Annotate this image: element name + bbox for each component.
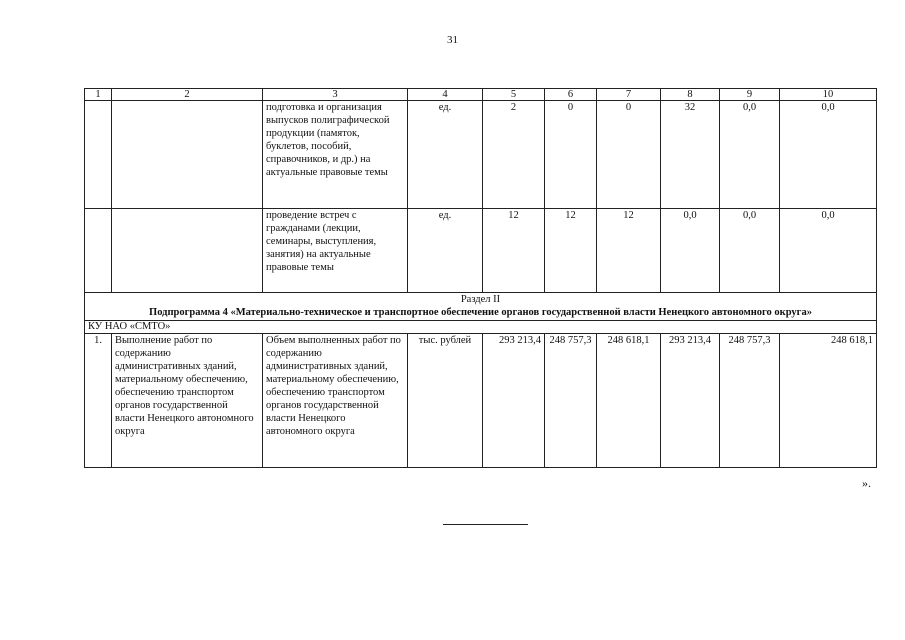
column-header: 1 [85,89,112,101]
subprogram-title: Подпрограмма 4 «Материально-техническое и транспортное обеспечение органов государственной власти Ненецкого автономного округа» [149,307,812,318]
table-row [85,101,877,209]
value-cell: 0,0 [780,101,877,209]
value-cell: 12 [545,209,597,293]
table-row [85,334,877,468]
column-header: 7 [597,89,661,101]
value-cell: 0 [545,101,597,209]
column-header: 10 [780,89,877,101]
indicator-name: проведение встреч с гражданами (лекции, семинары, выступления, занятия) на актуальные правовые темы [263,209,408,293]
column-header: 5 [483,89,545,101]
column-header: 4 [408,89,483,101]
column-number-row [85,89,877,101]
org-row [85,321,877,334]
unit-cell: тыс. рублей [408,334,483,468]
indicator-name: Объем выполненных работ по содержанию административных зданий, материальному обеспечению, обеспечению транспортом органов государственной власти Ненецкого автономного округа [263,334,408,468]
page-number: 31 [447,34,458,46]
value-cell: 12 [483,209,545,293]
column-header: 3 [263,89,408,101]
unit-cell: ед. [408,209,483,293]
organization-name: КУ НАО «СМТО» [85,321,877,334]
closing-quote: ». [862,476,871,490]
value-cell: 293 213,4 [661,334,720,468]
column-header: 2 [112,89,263,101]
value-cell: 2 [483,101,545,209]
value-cell: 248 757,3 [545,334,597,468]
unit-cell: ед. [408,101,483,209]
column-header: 9 [720,89,780,101]
value-cell: 32 [661,101,720,209]
activity-name: Выполнение работ по содержанию административных зданий, материальному обеспечению, обеспечению транспортом органов государственной власти Ненецкого автономного округа [112,334,263,468]
value-cell: 0,0 [661,209,720,293]
column-header: 8 [661,89,720,101]
value-cell: 293 213,4 [483,334,545,468]
value-cell: 12 [597,209,661,293]
value-cell: 248 618,1 [597,334,661,468]
value-cell: 0,0 [720,209,780,293]
value-cell: 0 [597,101,661,209]
program-table [84,88,877,468]
indicator-name: подготовка и организация выпусков полиграфической продукции (памяток, буклетов, пособий, справочников, и др.) на актуальные правовые темы [263,101,408,209]
value-cell: 0,0 [720,101,780,209]
value-cell: 0,0 [780,209,877,293]
section-row [85,293,877,321]
section-label: Раздел II [460,294,501,305]
end-divider [443,524,528,525]
value-cell: 248 757,3 [720,334,780,468]
value-cell: 248 618,1 [780,334,877,468]
column-header: 6 [545,89,597,101]
table-row [85,209,877,293]
row-number: 1. [85,334,112,468]
